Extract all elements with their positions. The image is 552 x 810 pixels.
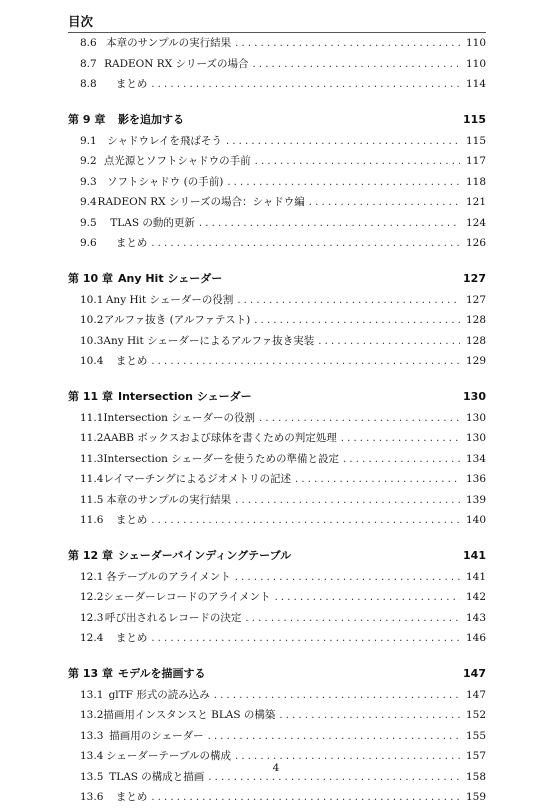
toc-entry[interactable] bbox=[68, 353, 486, 374]
section-title: まとめ bbox=[115, 78, 148, 90]
toc-entry[interactable] bbox=[68, 174, 486, 195]
toc-entry[interactable] bbox=[68, 707, 486, 728]
section-page: 115 bbox=[465, 134, 486, 147]
chapter-spacer bbox=[68, 97, 486, 111]
section-number: 11.4 bbox=[80, 473, 104, 485]
section-number: 9.1 bbox=[80, 134, 97, 147]
section-number: 11.2 bbox=[80, 432, 104, 444]
section-page: 128 bbox=[465, 334, 486, 347]
dot-leader bbox=[237, 295, 460, 306]
toc-entry[interactable] bbox=[68, 789, 486, 810]
dot-leader bbox=[214, 690, 460, 701]
toc-entry[interactable] bbox=[68, 312, 486, 333]
section-number: 10.1 bbox=[80, 293, 104, 306]
section-title: 点光源とソフトシャドウの手前 bbox=[103, 155, 251, 167]
section-page: 158 bbox=[465, 770, 486, 783]
toc-entry[interactable] bbox=[68, 333, 486, 354]
dot-leader bbox=[275, 592, 460, 603]
section-title: Any Hit シェーダーによるアルファ抜き実装 bbox=[103, 334, 315, 347]
toc-entry[interactable] bbox=[68, 133, 486, 154]
section-page: 121 bbox=[465, 196, 486, 208]
section-page: 128 bbox=[465, 314, 486, 326]
dot-leader bbox=[245, 613, 460, 624]
chapter-page: 115 bbox=[463, 112, 486, 126]
section-title: glTF 形式の読み込み bbox=[108, 688, 210, 701]
chapter-heading[interactable] bbox=[68, 547, 486, 569]
section-page: 129 bbox=[465, 355, 486, 367]
section-title: 本章のサンプルの実行結果 bbox=[106, 493, 232, 506]
section-number: 13.6 bbox=[80, 791, 104, 803]
chapter-spacer bbox=[68, 533, 486, 547]
section-number: 10.4 bbox=[80, 355, 104, 367]
section-title: 呼び出されるレコードの決定 bbox=[104, 611, 242, 624]
section-number: 9.4 bbox=[80, 196, 97, 208]
section-number: 13.2 bbox=[80, 709, 104, 721]
chapter-label: 第 11 章 bbox=[68, 389, 113, 403]
section-number: 13.1 bbox=[80, 688, 104, 701]
dot-leader bbox=[259, 413, 460, 424]
section-number: 12.2 bbox=[80, 591, 104, 603]
dot-leader bbox=[151, 792, 460, 803]
dot-leader bbox=[151, 633, 460, 644]
section-title: 各テーブルのアライメント bbox=[106, 570, 231, 583]
chapter-heading[interactable] bbox=[68, 388, 486, 410]
toc-entry[interactable] bbox=[68, 215, 486, 236]
toc-entry[interactable] bbox=[68, 492, 486, 513]
section-title: レイマーチングによるジオメトリの記述 bbox=[103, 473, 292, 485]
section-page: 110 bbox=[465, 37, 486, 49]
dot-leader bbox=[235, 495, 460, 506]
toc-entry[interactable] bbox=[68, 410, 486, 431]
section-number: 8.8 bbox=[80, 78, 97, 90]
toc-entry[interactable] bbox=[68, 194, 486, 215]
chapter-spacer bbox=[68, 651, 486, 665]
chapter-heading[interactable] bbox=[68, 111, 486, 133]
chapter-spacer bbox=[68, 374, 486, 388]
section-title: アルファ抜き (アルファテスト) bbox=[103, 314, 251, 326]
chapter-label: 第 9 章 bbox=[68, 112, 106, 126]
dot-leader bbox=[235, 38, 460, 49]
chapter-title: Intersection シェーダー bbox=[118, 389, 252, 403]
section-page: 139 bbox=[465, 493, 486, 506]
section-number: 9.2 bbox=[80, 155, 97, 167]
section-title: AABB ボックスおよび球体を書くための判定処理 bbox=[103, 432, 337, 444]
section-title: まとめ bbox=[115, 791, 148, 803]
dot-leader bbox=[151, 356, 460, 367]
section-page: 126 bbox=[465, 237, 486, 249]
chapter-title: モデルを描画する bbox=[118, 666, 206, 680]
section-page: 134 bbox=[465, 452, 486, 465]
chapter-title: Any Hit シェーダー bbox=[118, 271, 223, 285]
section-title: 描画用のシェーダー bbox=[109, 729, 204, 742]
section-number: 9.5 bbox=[80, 216, 97, 229]
chapter-label: 第 12 章 bbox=[68, 548, 113, 562]
toc-entry[interactable] bbox=[68, 292, 486, 313]
chapter-label: 第 13 章 bbox=[68, 666, 113, 680]
section-page: 136 bbox=[465, 473, 486, 485]
toc-entry[interactable] bbox=[68, 610, 486, 631]
section-title: 本章のサンプルの実行結果 bbox=[106, 37, 232, 49]
section-title: シャドウレイを飛ばそう bbox=[107, 134, 222, 147]
chapter-page: 130 bbox=[463, 389, 486, 403]
section-number: 13.5 bbox=[80, 770, 104, 783]
section-number: 11.1 bbox=[80, 411, 104, 424]
section-title: RADEON RX シリーズの場合：シャドウ編 bbox=[97, 196, 305, 208]
section-page: 117 bbox=[465, 155, 486, 167]
running-header: 目次 bbox=[68, 12, 486, 33]
section-page: 118 bbox=[465, 175, 486, 188]
dot-leader bbox=[318, 336, 460, 347]
section-page: 127 bbox=[465, 293, 486, 306]
section-title: Intersection シェーダーを使うための準備と設定 bbox=[103, 452, 340, 465]
toc-entry[interactable] bbox=[68, 687, 486, 708]
toc-entry[interactable] bbox=[68, 569, 486, 590]
chapter-page: 147 bbox=[463, 666, 486, 680]
chapter-heading[interactable] bbox=[68, 665, 486, 687]
toc-entry[interactable] bbox=[68, 451, 486, 472]
section-number: 9.3 bbox=[80, 175, 97, 188]
section-page: 130 bbox=[465, 432, 486, 444]
dot-leader bbox=[279, 710, 460, 721]
section-page: 141 bbox=[465, 570, 486, 583]
toc-entry[interactable] bbox=[68, 728, 486, 749]
section-title: Any Hit シェーダーの役割 bbox=[105, 293, 234, 306]
section-number: 10.3 bbox=[80, 334, 104, 347]
dot-leader bbox=[226, 136, 460, 147]
dot-leader bbox=[151, 79, 460, 90]
dot-leader bbox=[341, 433, 460, 444]
section-title: まとめ bbox=[115, 237, 148, 249]
section-page: 124 bbox=[465, 216, 486, 229]
section-number: 9.6 bbox=[80, 237, 97, 249]
section-title: シェーダーレコードのアライメント bbox=[103, 591, 271, 603]
section-title: TLAS の動的更新 bbox=[110, 216, 195, 229]
chapter-title: 影を追加する bbox=[118, 112, 184, 126]
toc-entry[interactable] bbox=[68, 76, 486, 97]
dot-leader bbox=[255, 156, 460, 167]
dot-leader bbox=[199, 218, 460, 229]
section-title: シェーダーテーブルの構成 bbox=[106, 750, 231, 762]
section-title: まとめ bbox=[115, 355, 148, 367]
section-page: 114 bbox=[465, 78, 486, 90]
section-page: 155 bbox=[465, 729, 486, 742]
section-page: 130 bbox=[465, 411, 486, 424]
section-number: 11.5 bbox=[80, 493, 104, 506]
section-page: 146 bbox=[465, 632, 486, 644]
section-page: 140 bbox=[465, 514, 486, 526]
section-number: 13.4 bbox=[80, 750, 104, 762]
table-of-contents bbox=[68, 35, 486, 810]
section-title: 描画用インスタンスと BLAS の構築 bbox=[103, 709, 276, 721]
toc-entry[interactable] bbox=[68, 589, 486, 610]
section-number: 8.7 bbox=[80, 57, 97, 70]
section-number: 11.6 bbox=[80, 514, 104, 526]
section-page: 157 bbox=[465, 750, 486, 762]
section-page: 159 bbox=[465, 791, 486, 803]
section-title: まとめ bbox=[115, 632, 148, 644]
section-page: 152 bbox=[465, 709, 486, 721]
dot-leader bbox=[208, 731, 460, 742]
dot-leader bbox=[343, 454, 460, 465]
section-number: 10.2 bbox=[80, 314, 104, 326]
chapter-heading[interactable] bbox=[68, 270, 486, 292]
toc-entry[interactable] bbox=[68, 471, 486, 492]
dot-leader bbox=[254, 315, 460, 326]
section-page: 142 bbox=[465, 591, 486, 603]
section-title: ソフトシャドウ (の手前) bbox=[107, 175, 224, 188]
section-number: 12.4 bbox=[80, 632, 104, 644]
toc-entry[interactable] bbox=[68, 235, 486, 256]
section-title: まとめ bbox=[115, 514, 148, 526]
dot-leader bbox=[151, 515, 460, 526]
toc-entry[interactable] bbox=[68, 430, 486, 451]
toc-entry[interactable] bbox=[68, 56, 486, 77]
dot-leader bbox=[235, 751, 460, 762]
dot-leader bbox=[252, 59, 460, 70]
section-title: TLAS の構成と描画 bbox=[109, 770, 205, 783]
section-number: 12.1 bbox=[80, 570, 104, 583]
section-title: RADEON RX シリーズの場合 bbox=[104, 57, 249, 70]
section-page: 110 bbox=[465, 57, 486, 70]
toc-entry[interactable] bbox=[68, 35, 486, 56]
toc-entry[interactable] bbox=[68, 630, 486, 651]
dot-leader bbox=[227, 177, 460, 188]
dot-leader bbox=[309, 197, 460, 208]
dot-leader bbox=[295, 474, 460, 485]
section-page: 143 bbox=[465, 611, 486, 624]
chapter-page: 127 bbox=[463, 271, 486, 285]
chapter-spacer bbox=[68, 256, 486, 270]
section-number: 8.6 bbox=[80, 37, 97, 49]
section-page: 147 bbox=[465, 688, 486, 701]
chapter-label: 第 10 章 bbox=[68, 271, 113, 285]
toc-entry[interactable] bbox=[68, 153, 486, 174]
toc-entry[interactable] bbox=[68, 512, 486, 533]
section-number: 12.3 bbox=[80, 611, 104, 624]
section-title: Intersection シェーダーの役割 bbox=[103, 411, 256, 424]
dot-leader bbox=[151, 238, 460, 249]
chapter-title: シェーダーバインディングテーブル bbox=[118, 548, 292, 562]
section-number: 11.3 bbox=[80, 452, 104, 465]
page-number: 4 bbox=[272, 762, 280, 774]
chapter-page: 141 bbox=[463, 548, 486, 562]
dot-leader bbox=[235, 572, 460, 583]
section-number: 13.3 bbox=[80, 729, 104, 742]
